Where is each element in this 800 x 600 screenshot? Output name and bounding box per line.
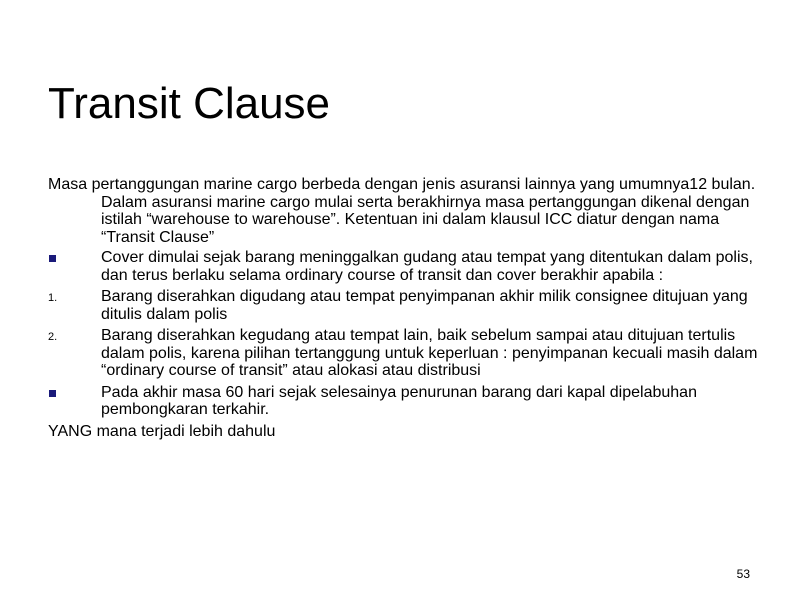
page-number: 53 (736, 567, 750, 581)
numbered-item-2 (48, 327, 758, 380)
numbered-item-1-text: Barang diserahkan digudang atau tempat penyimpanan akhir milik consignee ditujuan yang ditulis dalam polis (101, 288, 748, 323)
bullet-item-1 (48, 249, 758, 284)
bullet-item-1-text: Cover dimulai sejak barang meninggalkan gudang atau tempat yang ditentukan dalam polis, dan terus berlaku selama ordinary course of transit dan cover berakhir apabila : (101, 249, 753, 284)
bullet-item-2 (48, 384, 758, 419)
numbered-item-2-number: 2. (48, 331, 58, 343)
slide-content (48, 176, 758, 443)
intro-paragraph: Masa pertanggungan marine cargo berbeda dengan jenis asuransi lainnya yang umumnya12 bulan. Dalam asuransi marine cargo mulai serta berakhirnya masa pertanggungan dikenal dengan istilah “warehouse to warehouse”. Ketentuan ini dalam klausul ICC diatur dengan nama “Transit Clause” (48, 176, 756, 246)
numbered-item-1 (48, 288, 758, 323)
square-bullet-icon (48, 249, 88, 267)
bullet-item-2-text: Pada akhir masa 60 hari sejak selesainya penurunan barang dari kapal dipelabuhan pembongkaran terkahir. (101, 383, 697, 418)
closing-line: YANG mana terjadi lebih dahulu (48, 422, 276, 440)
numbered-item-1-number: 1. (48, 292, 58, 304)
numbered-item-2-text: Barang diserahkan kegudang atau tempat lain, baik sebelum sampai atau ditujuan tertulis dalam polis, karena pilihan tertanggung untuk keperluan : penyimpanan kecuali masih dalam “ordinary course of transit” atau alokasi atau distribusi (101, 327, 758, 379)
slide-title: Transit Clause (48, 79, 331, 128)
square-bullet-icon (48, 384, 88, 402)
